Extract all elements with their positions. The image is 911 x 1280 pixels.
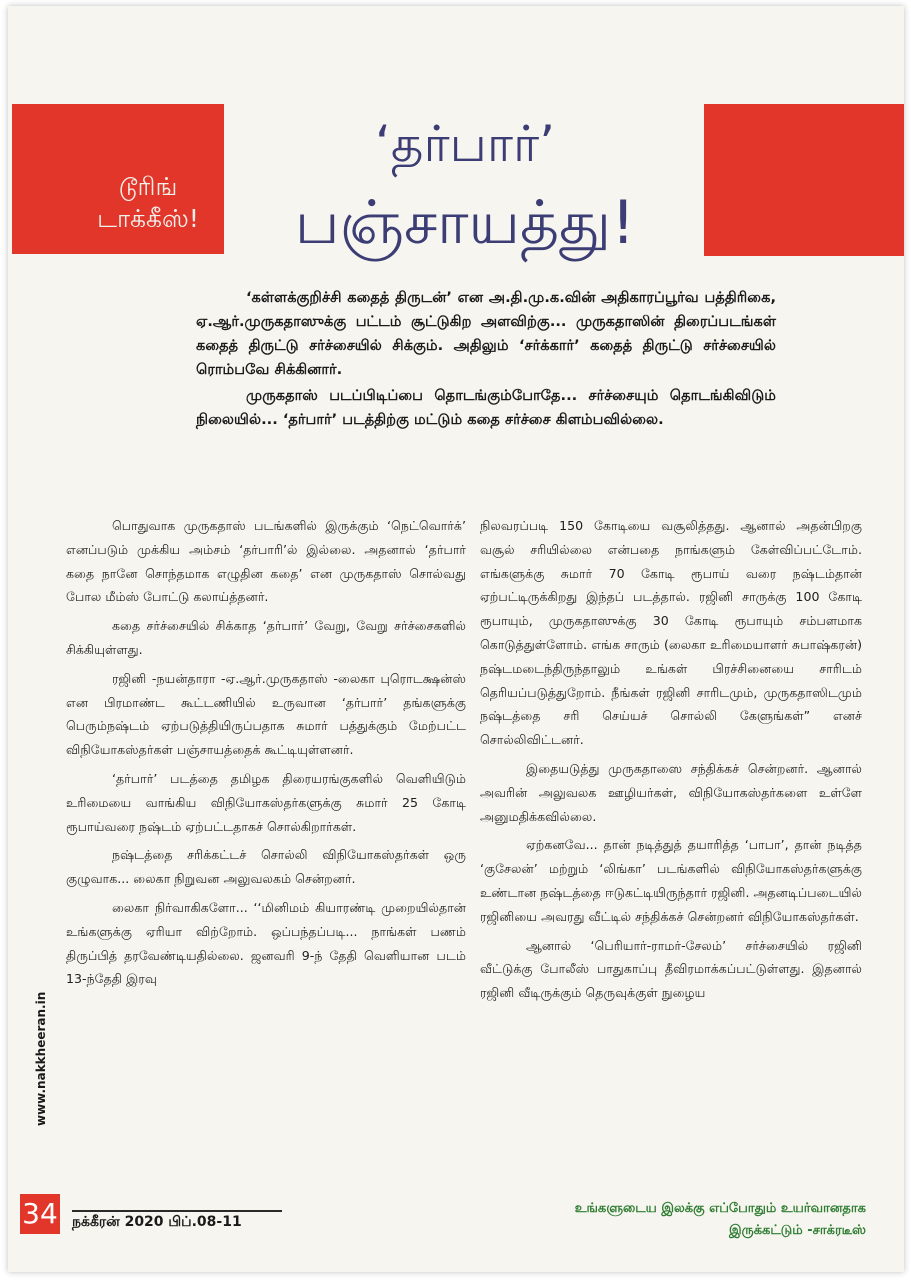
section-tag-line2: டாக்கீஸ்! (97, 204, 199, 233)
footer-quote (456, 1198, 866, 1242)
body-paragraph: ‘தர்பார்’ படத்தை தமிழக திரையரங்குகளில் வெளியிடும் உரிமையை வாங்கிய விநியோகஸ்தர்களுக்கு சுமார் 25 கோடி ரூபாய்வரை நஷ்டம் ஏற்பட்டதாகச் சொல்கிறார்கள். (66, 770, 466, 834)
body-paragraph: நஷ்டத்தை சரிக்கட்டச் சொல்லி விநியோகஸ்தர்கள் ஒரு குழுவாக... லைகா நிறுவன அலுவலகம் சென்றனர். (66, 847, 466, 887)
right-column (480, 514, 862, 1010)
footer-rule (72, 1210, 282, 1212)
body-paragraph: நிலவரப்படி 150 கோடியை வசூலித்தது. ஆனால் அதன்பிறகு வசூல் சரியில்லை என்பதை நாங்களும் கேள்விப்பட்டோம். எங்களுக்கு சுமார் 70 கோடி ரூபாய் வரை நஷ்டம்தான் ஏற்பட்டிருக்கிறது இந்தப் படத்தால். ரஜினி சாருக்கு 100 கோடி ரூபாயும், முருகதாஸுக்கு 30 கோடி ரூபாயும் சம்பளமாக கொடுத்துள்ளோம். எங்க சாரும் (லைகா உரிமையாளர் சுபாஷ்கரன்) நஷ்டமடைந்திருந்தாலும் உங்கள் பிரச்சினையை சாரிடம் தெரியப்படுத்துறோம். நீங்கள் ரஜினி சாரிடமும், முருகதாஸிடமும் நஷ்டத்தை சரி செய்யச் சொல்லி கேளுங்கள்” எனச் சொல்லிவிட்டனர். (480, 518, 862, 748)
body-paragraph: இதையடுத்து முருகதாஸை சந்திக்கச் சென்றனர். ஆனால் அவரின் அலுவலக ஊழியர்கள், விநியோகஸ்தர்களை உள்ளே அனுமதிக்கவில்லை. (480, 760, 862, 824)
body-paragraph: ரஜினி -நயன்தாரா -ஏ.ஆர்.முருகதாஸ் -லைகா புரொடக்ஷன்ஸ் என பிரமாண்ட கூட்டணியில் உருவான ‘தர்பார்’ தங்களுக்கு பெரும்நஷ்டம் ஏற்படுத்தியிருப்பதாக சுமார் பத்துக்கும் மேற்பட்ட விநியோகஸ்தர்கள் பஞ்சாயத்தைக் கூட்டியுள்ளனர். (66, 670, 466, 758)
intro-paragraphs (196, 286, 776, 432)
article-title-line2: பஞ்சாயத்து! (294, 188, 636, 258)
page-number: 34 (20, 1194, 60, 1234)
article-title-line1: ‘தர்பார்’ (375, 115, 555, 173)
intro-paragraph: முருகதாஸ் படப்பிடிப்பை தொடங்கும்போதே... சர்ச்சையும் தொடங்கிவிடும் நிலையில்... ‘தர்பார்’ படத்திற்கு மட்டும் கதை சர்ச்சை கிளம்பவில்லை. (196, 387, 776, 428)
decorative-red-block (704, 104, 904, 256)
body-paragraph: லைகா நிர்வாகிகளோ... ‘‘மினிமம் கியாரண்டி முறையில்தான் உங்களுக்கு ஏரியா விற்றோம். ஒப்பந்தப்படி... நாங்கள் பணம் திருப்பித் தரவேண்டியதில்லை. ஜனவரி 9-ந் தேதி வெளியான படம் 13-ந்தேதி இரவு (66, 899, 466, 987)
section-tag (78, 171, 218, 235)
section-tag-line1: டூரிங் (118, 172, 178, 201)
body-paragraph: பொதுவாக முருகதாஸ் படங்களில் இருக்கும் ‘நெட்வொர்க்’ எனப்படும் முக்கிய அம்சம் ‘தர்பாரி’ல் இல்லை. அதனால் ‘தர்பார் கதை நானே சொந்தமாக எழுதின கதை’ என முருகதாஸ் சொல்வது போல மீம்ஸ் போட்டு கலாய்த்தனர். (66, 518, 466, 605)
body-paragraph: ஆனால் ‘பெரியார்-ராமர்-சேலம்’ சர்ச்சையில் ரஜினி வீட்டுக்கு போலீஸ் பாதுகாப்பு தீவிரமாக்கப்பட்டுள்ளது. இதனால் ரஜினி வீடிருக்கும் தெருவுக்குள் நுழைய (480, 937, 862, 1001)
footer-quote-line1: உங்களுடைய இலக்கு எப்போதும் உயர்வானதாக (574, 1201, 866, 1216)
footer-quote-line2: இருக்கட்டும் -சாக்ரடீஸ் (729, 1223, 866, 1238)
body-paragraph: ஏற்கனவே... தான் நடித்துத் தயாரித்த ‘பாபா’, தான் நடித்த ‘குசேலன்’ மற்றும் ‘லிங்கா’ படங்களில் விநியோகஸ்தர்களுக்கு உண்டான நஷ்டத்தை ஈடுகட்டியிருந்தார் ரஜினி. அதனடிப்படையில் ரஜினியை அவரது வீட்டில் சந்திக்கச் சென்றனர் விநியோகஸ்தர்கள். (480, 837, 862, 924)
issue-info: நக்கீரன் 2020 பிப்.08-11 (72, 1214, 242, 1230)
intro-paragraph: ‘கள்ளக்குறிச்சி கதைத் திருடன்’ என அ.தி.மு.க.வின் அதிகாரப்பூர்வ பத்திரிகை, ஏ.ஆர்.முருகதாஸுக்கு பட்டம் சூட்டுகிற அளவிற்கு... முருகதாஸின் திரைப்படங்கள் கதைத் திருட்டு சர்ச்சையில் சிக்கும். அதிலும் ‘சர்க்கார்’ கதைத் திருட்டு சர்ச்சையில் ரொம்பவே சிக்கினார். (196, 289, 776, 378)
magazine-page (8, 6, 904, 1272)
left-column (66, 514, 466, 996)
body-paragraph: கதை சர்ச்சையில் சிக்காத ‘தர்பார்’ வேறு, வேறு சர்ச்சைகளில் சிக்கியுள்ளது. (66, 618, 466, 657)
website-url: www.nakkheeran.in (34, 991, 48, 1126)
